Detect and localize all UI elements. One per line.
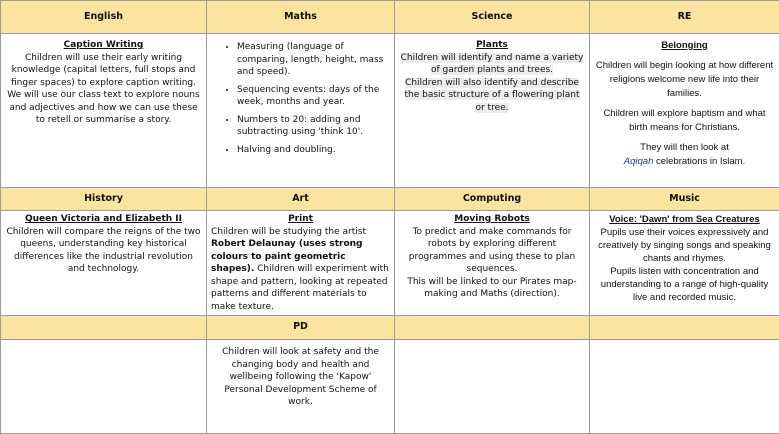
header-empty-2 <box>395 316 590 340</box>
re-title: Belonging <box>594 39 775 53</box>
english-body: Children will use their early writing knowledge (capital letters, full stops and finger spaces) to explore caption writing. We will use our class text to explore nouns and adjectives and how we can use these to retell or summarise a story. <box>7 53 199 126</box>
maths-cell <box>207 34 395 188</box>
maths-item: • Halving and doubling. <box>237 144 390 157</box>
maths-item: • Numbers to 20: adding and subtracting using 'think 10'. <box>237 114 390 139</box>
re-p3-post: celebrations in Islam. <box>653 156 745 167</box>
science-title: Plants <box>399 39 585 52</box>
header-music: Music <box>590 188 779 211</box>
re-paragraph-2: Children will explore baptism and what birth means for Christians. <box>594 107 775 135</box>
history-title: Queen Victoria and Elizabeth II <box>5 213 202 226</box>
english-title: Caption Writing <box>5 39 202 52</box>
science-line-2: Children will also identify and describe the basic structure of a flowering plant or tree. <box>405 78 580 113</box>
empty-cell <box>590 340 779 434</box>
re-paragraph-3 <box>594 141 775 169</box>
computing-body-2: This will be linked to our Pirates map-making and Maths (direction). <box>407 277 576 300</box>
re-p3-pre: They will then look at <box>640 142 729 153</box>
art-title: Print <box>211 213 390 226</box>
music-body-1: Pupils use their voices expressively and creatively by singing songs and speaking chants and rhymes. <box>598 227 771 264</box>
header-pd: PD <box>207 316 395 340</box>
computing-title: Moving Robots <box>399 213 585 226</box>
pd-body: Children will look at safety and the changing body and health and wellbeing following the 'Kapow' Personal Development Scheme of work. <box>222 347 379 407</box>
art-artist: Robert Delaunay (uses strong colours to paint geometric shapes). <box>211 239 362 274</box>
maths-item: • Measuring (language of comparing, length, height, mass and speed). <box>237 41 390 79</box>
aqiqah-term: Aqiqah <box>624 156 654 167</box>
pd-cell <box>207 340 395 434</box>
english-cell <box>1 34 207 188</box>
header-art: Art <box>207 188 395 211</box>
re-paragraph-1: Children will begin looking at how different religions welcome new life into their families. <box>594 59 775 101</box>
empty-cell <box>1 340 207 434</box>
header-empty-1 <box>1 316 207 340</box>
science-line-1: Children will identify and name a variety of garden plants and trees. <box>401 53 584 76</box>
music-body-2: Pupils listen with concentration and understanding to a range of high-quality live and recorded music. <box>601 266 768 303</box>
header-empty-3 <box>590 316 779 340</box>
header-computing: Computing <box>395 188 590 211</box>
music-title: Voice: 'Dawn' from Sea Creatures <box>594 213 775 226</box>
history-body: Children will compare the reigns of the two queens, understanding key historical differences like the industrial revolution and technology. <box>6 227 200 275</box>
maths-item: • Sequencing events: days of the week, months and year. <box>237 84 390 109</box>
history-cell <box>1 211 207 316</box>
header-science: Science <box>395 1 590 34</box>
art-post: Children will experiment with shape and pattern, looking at repeated patterns and different materials to make texture. <box>211 264 389 312</box>
art-cell <box>207 211 395 316</box>
science-cell <box>395 34 590 188</box>
header-english: English <box>1 1 207 34</box>
empty-cell <box>395 340 590 434</box>
header-history: History <box>1 188 207 211</box>
computing-cell <box>395 211 590 316</box>
re-cell <box>590 34 779 188</box>
computing-body-1: To predict and make commands for robots by exploring different programmes and using these to plan sequences. <box>409 227 575 275</box>
header-re: RE <box>590 1 779 34</box>
maths-list <box>211 41 390 156</box>
header-maths: Maths <box>207 1 395 34</box>
music-cell <box>590 211 779 316</box>
art-pre: Children will be studying the artist <box>211 227 366 237</box>
